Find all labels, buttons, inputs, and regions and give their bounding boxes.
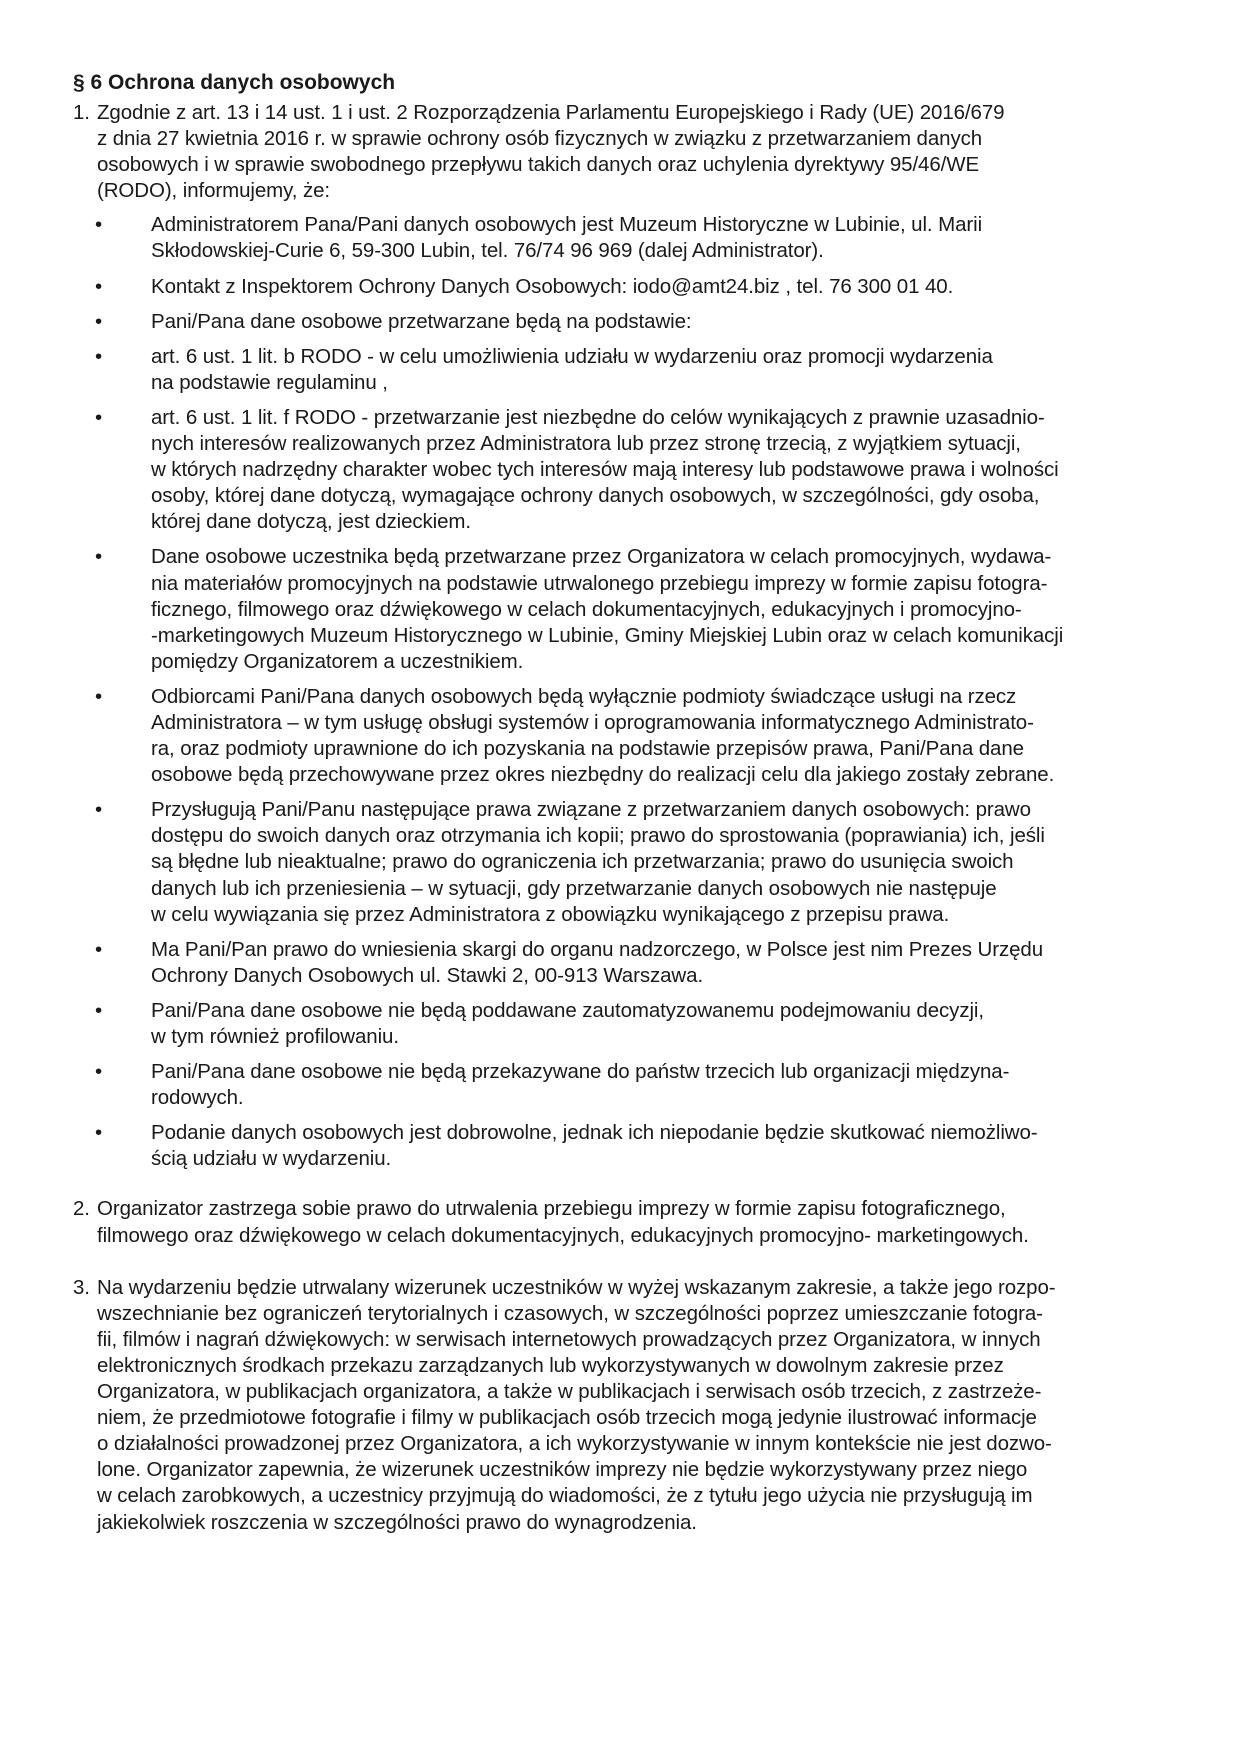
text-line: Przysługują Pani/Panu następujące prawa związane z przetwarzaniem danych osobowych: prawo: [151, 798, 1031, 822]
text-line: nych interesów realizowanych przez Administratora lub przez stronę trzecią, z wyjątkiem sytuacji,: [151, 432, 1021, 456]
text-line: jakiekolwiek roszczenia w szczególności prawo do wynagrodzenia.: [97, 1510, 697, 1534]
text-line: są błędne lub nieaktualne; prawo do ograniczenia ich przetwarzania; prawo do usunięcia swoich: [151, 850, 1014, 874]
text-line: ficznego, filmowego oraz dźwiękowego w celach dokumentacyjnych, edukacyjnych i promocyjno-: [151, 597, 1022, 621]
item-number: 3.: [73, 1275, 90, 1299]
list-item: [73, 309, 1171, 335]
bullet-icon: •: [95, 344, 103, 368]
numbered-item-1: [73, 100, 1171, 204]
text-line: w których nadrzędny charakter wobec tych interesów mają interesy lub podstawowe prawa i wolności: [151, 458, 1059, 482]
text-line: wszechnianie bez ograniczeń terytorialnych i czasowych, w szczególności poprzez umieszczanie fotogra-: [97, 1301, 1043, 1325]
text-line: rodowych.: [151, 1086, 244, 1110]
text-line: w celach zarobkowych, a uczestnicy przyjmują do wiadomości, że z tytułu jego użycia nie przysługują im: [97, 1484, 1033, 1508]
list-item: [73, 937, 1171, 989]
text-line: Pani/Pana dane osobowe nie będą poddawane zautomatyzowanemu podejmowaniu decyzji,: [151, 998, 984, 1022]
bullet-icon: •: [95, 684, 103, 708]
list-item: [73, 1059, 1171, 1111]
text-line: osoby, której dane dotyczą, wymagające ochrony danych osobowych, w szczególności, gdy osoba,: [151, 484, 1040, 508]
text-line: na podstawie regulaminu ,: [151, 370, 388, 394]
text-line: fii, filmów i nagrań dźwiękowych: w serwisach internetowych prowadzących przez Organizatora, w innych: [97, 1327, 1041, 1351]
text-line: dostępu do swoich danych oraz otrzymania ich kopii; prawo do sprostowania (poprawiania) ich, jeśli: [151, 824, 1045, 848]
text-line: lone. Organizator zapewnia, że wizerunek uczestników imprezy nie będzie wykorzystywany przez niego: [97, 1458, 1028, 1482]
text-line: z dnia 27 kwietnia 2016 r. w sprawie ochrony osób fizycznych w związku z przetwarzaniem danych: [97, 127, 983, 151]
list-item: [73, 1120, 1171, 1172]
list-item: [73, 684, 1171, 788]
text-line: Organizator zastrzega sobie prawo do utrwalenia przebiegu imprezy w formie zapisu fotograficznego,: [97, 1197, 1006, 1221]
text-line: w tym również profilowaniu.: [151, 1025, 399, 1048]
list-item: [73, 544, 1171, 674]
text-line: (RODO), informujemy, że:: [97, 179, 330, 203]
text-line: Na wydarzeniu będzie utrwalany wizerunek uczestników w wyżej wskazanym zakresie, a także jego rozpo-: [97, 1275, 1056, 1299]
text-line: Dane osobowe uczestnika będą przetwarzane przez Organizatora w celach promocyjnych, wydawa-: [151, 545, 1052, 569]
list-item: [73, 344, 1171, 396]
bullet-list: [73, 212, 1171, 1172]
text-line: ścią udziału w wydarzeniu.: [151, 1147, 392, 1171]
text-line: Organizatora, w publikacjach organizatora, a także w publikacjach i serwisach osób trzecich, z zastrzeże-: [97, 1380, 1042, 1404]
text-line: Administratora – w tym usługę obsługi systemów i oprogramowania informatycznego Administrato-: [151, 710, 1034, 734]
text-line: Skłodowskiej-Curie 6, 59-300 Lubin, tel. 76/74 96 969 (dalej Administrator).: [151, 239, 824, 263]
item-number: 1.: [73, 101, 90, 124]
text-line: w celu wywiązania się przez Administratora z obowiązku wynikającego z przepisu prawa.: [151, 902, 950, 926]
text-line: o działalności prowadzonej przez Organizatora, a ich wykorzystywanie w innym kontekście nie jest dozwo-: [97, 1432, 1052, 1456]
text-line: Pani/Pana dane osobowe przetwarzane będą na podstawie:: [151, 309, 692, 333]
text-line: Kontakt z Inspektorem Ochrony Danych Osobowych: iodo@amt24.biz , tel. 76 300 01 40.: [151, 274, 954, 298]
bullet-icon: •: [95, 937, 103, 961]
text-line: Pani/Pana dane osobowe nie będą przekazywane do państw trzecich lub organizacji międzyna-: [151, 1060, 1010, 1084]
text-line: Administratorem Pana/Pani danych osobowych jest Muzeum Historyczne w Lubinie, ul. Marii: [151, 213, 983, 237]
bullet-icon: •: [95, 213, 103, 237]
list-item: [73, 405, 1171, 535]
list-item: [73, 998, 1171, 1050]
text-line: niem, że przedmiotowe fotografie i filmy w publikacjach osób trzecich mogą jedynie ilustrować informacje: [97, 1406, 1037, 1430]
text-line: osobowe będą przechowywane przez okres niezbędny do realizacji celu dla jakiego zostały zebrane.: [151, 763, 1055, 787]
text-line: art. 6 ust. 1 lit. f RODO - przetwarzanie jest niezbędne do celów wynikających z prawnie uzasadnio-: [151, 405, 1045, 429]
bullet-icon: •: [95, 309, 103, 333]
numbered-item-3: [73, 1275, 1171, 1536]
bullet-icon: •: [95, 998, 103, 1022]
text-line: której dane dotyczą, jest dzieckiem.: [151, 510, 471, 534]
list-item: [73, 212, 1171, 264]
bullet-icon: •: [95, 1121, 103, 1145]
text-line: Zgodnie z art. 13 i 14 ust. 1 i ust. 2 Rozporządzenia Parlamentu Europejskiego i Rady (UE) 2016/679: [97, 101, 1005, 124]
section-title: § 6 Ochrona danych osobowych: [73, 71, 396, 94]
text-line: art. 6 ust. 1 lit. b RODO - w celu umożliwienia udziału w wydarzeniu oraz promocji wydarzenia: [151, 344, 993, 368]
list-item: [73, 274, 1171, 300]
text-line: nia materiałów promocyjnych na podstawie utrwalonego przebiegu imprezy w formie zapisu fotogra-: [151, 571, 1048, 595]
bullet-icon: •: [95, 405, 103, 429]
text-line: -marketingowych Muzeum Historycznego w Lubinie, Gminy Miejskiej Lubin oraz w celach komunikacji: [151, 623, 1064, 647]
item-number: 2.: [73, 1197, 90, 1221]
item-1-intro: [97, 100, 1171, 204]
bullet-icon: •: [95, 274, 103, 298]
numbered-item-2: [73, 1196, 1171, 1248]
bullet-icon: •: [95, 545, 103, 569]
text-line: Podanie danych osobowych jest dobrowolne, jednak ich niepodanie będzie skutkować niemożliwo-: [151, 1121, 1038, 1145]
text-line: osobowych i w sprawie swobodnego przepływu takich danych oraz uchylenia dyrektywy 95/46/WE: [97, 153, 980, 177]
bullet-icon: •: [95, 1060, 103, 1084]
text-line: elektronicznych środkach przekazu zarządzanych lub wykorzystywanych w dowolnym zakresie przez: [97, 1353, 1004, 1377]
text-line: Ma Pani/Pan prawo do wniesienia skargi do organu nadzorczego, w Polsce jest nim Prezes Urzędu: [151, 937, 1044, 961]
bullet-icon: •: [95, 798, 103, 822]
text-line: Ochrony Danych Osobowych ul. Stawki 2, 00-913 Warszawa.: [151, 963, 704, 987]
list-item: [73, 797, 1171, 927]
document-page: [73, 70, 1171, 1536]
text-line: ra, oraz podmioty uprawnione do ich pozyskania na podstawie przepisów prawa, Pani/Pana dane: [151, 737, 1024, 761]
text-line: danych lub ich przeniesienia – w sytuacji, gdy przetwarzanie danych osobowych nie następuje: [151, 876, 997, 900]
text-line: pomiędzy Organizatorem a uczestnikiem.: [151, 649, 524, 673]
text-line: filmowego oraz dźwiękowego w celach dokumentacyjnych, edukacyjnych promocyjno- marketingowych.: [97, 1223, 1029, 1247]
text-line: Odbiorcami Pani/Pana danych osobowych będą wyłącznie podmioty świadczące usługi na rzecz: [151, 684, 1017, 708]
